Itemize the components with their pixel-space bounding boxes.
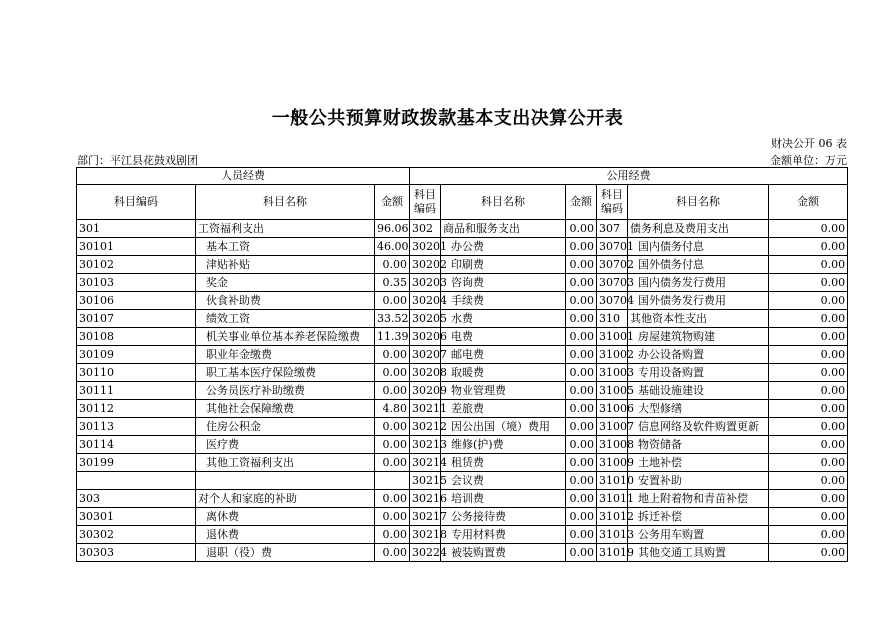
- name-cell: 咨询费: [441, 274, 566, 292]
- name-cell: 办公设备购置: [628, 346, 769, 364]
- table-row: [77, 292, 848, 310]
- name-cell: 公务员医疗补助缴费: [196, 382, 375, 400]
- name-cell: 债务利息及费用支出: [628, 220, 769, 238]
- amount-cell: 0.00: [566, 256, 597, 274]
- col-subject-code-3: 科目 编码: [597, 185, 628, 220]
- code-cell: 30224: [410, 544, 441, 562]
- amount-cell: 0.00: [566, 238, 597, 256]
- code-cell: 30207: [410, 346, 441, 364]
- name-cell: 办公费: [441, 238, 566, 256]
- amount-cell: 0.00: [375, 526, 410, 544]
- name-cell: 会议费: [441, 472, 566, 490]
- table-row: [77, 490, 848, 508]
- name-cell: 机关事业单位基本养老保险缴费: [196, 328, 375, 346]
- name-cell: 绩效工资: [196, 310, 375, 328]
- code-cell: 31012: [597, 508, 628, 526]
- code-cell: 30112: [77, 400, 196, 418]
- name-cell: 拆迁补偿: [628, 508, 769, 526]
- col-amount-3: 金额: [769, 185, 848, 220]
- code-cell: 30111: [77, 382, 196, 400]
- amount-cell: 0.00: [769, 346, 848, 364]
- name-cell: 基础设施建设: [628, 382, 769, 400]
- name-cell: 其他工资福利支出: [196, 454, 375, 472]
- name-cell: 房屋建筑物购建: [628, 328, 769, 346]
- code-cell: 31019: [597, 544, 628, 562]
- amount-cell: 96.06: [375, 220, 410, 238]
- table-row: [77, 454, 848, 472]
- code-cell: 30213: [410, 436, 441, 454]
- name-cell: 取暖费: [441, 364, 566, 382]
- amount-cell: 0.00: [566, 436, 597, 454]
- code-cell: 30203: [410, 274, 441, 292]
- table-row: [77, 544, 848, 562]
- name-cell: 大型修缮: [628, 400, 769, 418]
- name-cell: 租赁费: [441, 454, 566, 472]
- code-cell: 30217: [410, 508, 441, 526]
- code-cell: 30215: [410, 472, 441, 490]
- amount-cell: 0.00: [566, 472, 597, 490]
- name-cell: 职工基本医疗保险缴费: [196, 364, 375, 382]
- amount-cell: 0.00: [769, 508, 848, 526]
- table-row: [77, 274, 848, 292]
- table-row: [77, 436, 848, 454]
- code-cell: 30301: [77, 508, 196, 526]
- col-amount-2: 金额: [566, 185, 597, 220]
- amount-cell: 0.00: [375, 436, 410, 454]
- code-cell: 30114: [77, 436, 196, 454]
- amount-cell: 33.52: [375, 310, 410, 328]
- name-cell: 商品和服务支出: [441, 220, 566, 238]
- code-cell: 30302: [77, 526, 196, 544]
- name-cell: 专用设备购置: [628, 364, 769, 382]
- name-cell: 职业年金缴费: [196, 346, 375, 364]
- col-subject-name-2: 科目名称: [441, 185, 566, 220]
- name-cell: 物资储备: [628, 436, 769, 454]
- name-cell: 物业管理费: [441, 382, 566, 400]
- amount-cell: 0.00: [769, 454, 848, 472]
- amount-cell: 0.00: [566, 346, 597, 364]
- name-cell: 安置补助: [628, 472, 769, 490]
- col-subject-code: 科目编码: [77, 185, 196, 220]
- amount-cell: 0.00: [375, 508, 410, 526]
- name-cell: 其他资本性支出: [628, 310, 769, 328]
- amount-cell: 0.00: [566, 418, 597, 436]
- name-cell: [196, 472, 375, 490]
- table-body: [77, 220, 848, 562]
- code-cell: 30109: [77, 346, 196, 364]
- code-cell: 31010: [597, 472, 628, 490]
- code-cell: 31002: [597, 346, 628, 364]
- name-cell: 国内债务付息: [628, 238, 769, 256]
- name-cell: 差旅费: [441, 400, 566, 418]
- amount-cell: 0.00: [769, 310, 848, 328]
- code-cell: 30208: [410, 364, 441, 382]
- table-row: [77, 238, 848, 256]
- table-row: [77, 400, 848, 418]
- code-cell: 30216: [410, 490, 441, 508]
- name-cell: 信息网络及软件购置更新: [628, 418, 769, 436]
- amount-cell: 0.00: [566, 544, 597, 562]
- code-cell: 31003: [597, 364, 628, 382]
- code-cell: 30202: [410, 256, 441, 274]
- code-cell: 30205: [410, 310, 441, 328]
- name-cell: 工资福利支出: [196, 220, 375, 238]
- expenditure-table: [76, 167, 848, 562]
- name-cell: 专用材料费: [441, 526, 566, 544]
- amount-cell: 0.00: [566, 328, 597, 346]
- amount-cell: 0.00: [566, 274, 597, 292]
- amount-cell: 0.00: [375, 292, 410, 310]
- amount-cell: 0.00: [769, 220, 848, 238]
- name-cell: 退职（役）费: [196, 544, 375, 562]
- code-cell: 31001: [597, 328, 628, 346]
- name-cell: 培训费: [441, 490, 566, 508]
- code-cell: 30702: [597, 256, 628, 274]
- code-cell: 30108: [77, 328, 196, 346]
- name-cell: 国内债务发行费用: [628, 274, 769, 292]
- amount-cell: 0.00: [566, 382, 597, 400]
- amount-cell: 4.80: [375, 400, 410, 418]
- amount-cell: 0.00: [375, 382, 410, 400]
- name-cell: 因公出国（境）费用: [441, 418, 566, 436]
- public-header: 公用经费: [410, 168, 848, 185]
- amount-cell: 0.00: [566, 292, 597, 310]
- amount-cell: 0.00: [375, 364, 410, 382]
- code-cell: 30201: [410, 238, 441, 256]
- code-cell: 31011: [597, 490, 628, 508]
- code-cell: [77, 472, 196, 490]
- name-cell: 维修(护)费: [441, 436, 566, 454]
- personnel-header: 人员经费: [77, 168, 410, 185]
- amount-cell: 0.00: [769, 274, 848, 292]
- amount-cell: 0.00: [375, 490, 410, 508]
- table-row: [77, 418, 848, 436]
- amount-cell: 0.00: [566, 454, 597, 472]
- code-cell: 30199: [77, 454, 196, 472]
- name-cell: 医疗费: [196, 436, 375, 454]
- name-cell: 其他社会保障缴费: [196, 400, 375, 418]
- code-cell: 31008: [597, 436, 628, 454]
- amount-cell: 0.00: [375, 544, 410, 562]
- name-cell: 退休费: [196, 526, 375, 544]
- code-cell: 30703: [597, 274, 628, 292]
- name-cell: 住房公积金: [196, 418, 375, 436]
- name-cell: 土地补偿: [628, 454, 769, 472]
- table-row: [77, 508, 848, 526]
- amount-cell: 0.00: [375, 256, 410, 274]
- code-cell: 30204: [410, 292, 441, 310]
- name-cell: 水费: [441, 310, 566, 328]
- amount-cell: 0.00: [375, 346, 410, 364]
- name-cell: 津贴补贴: [196, 256, 375, 274]
- name-cell: 离休费: [196, 508, 375, 526]
- amount-cell: 0.00: [769, 526, 848, 544]
- amount-cell: 0.00: [566, 508, 597, 526]
- name-cell: 手续费: [441, 292, 566, 310]
- amount-cell: 0.00: [769, 328, 848, 346]
- code-cell: 30101: [77, 238, 196, 256]
- name-cell: 奖金: [196, 274, 375, 292]
- amount-cell: 11.39: [375, 328, 410, 346]
- name-cell: 国外债务发行费用: [628, 292, 769, 310]
- code-cell: 30113: [77, 418, 196, 436]
- code-cell: 307: [597, 220, 628, 238]
- amount-cell: 0.00: [769, 490, 848, 508]
- name-cell: 国外债务付息: [628, 256, 769, 274]
- col-amount: 金额: [375, 185, 410, 220]
- name-cell: 基本工资: [196, 238, 375, 256]
- amount-cell: 0.00: [566, 400, 597, 418]
- col-subject-name-3: 科目名称: [628, 185, 769, 220]
- code-cell: 30107: [77, 310, 196, 328]
- code-cell: 310: [597, 310, 628, 328]
- code-cell: 301: [77, 220, 196, 238]
- code-cell: 30102: [77, 256, 196, 274]
- amount-cell: 0.00: [769, 436, 848, 454]
- amount-cell: [375, 472, 410, 490]
- amount-cell: 0.35: [375, 274, 410, 292]
- code-cell: 31007: [597, 418, 628, 436]
- report-code: 财决公开 06 表: [771, 137, 847, 150]
- amount-cell: 0.00: [769, 256, 848, 274]
- code-cell: 30209: [410, 382, 441, 400]
- amount-cell: 46.00: [375, 238, 410, 256]
- amount-cell: 0.00: [769, 400, 848, 418]
- code-cell: 31009: [597, 454, 628, 472]
- amount-cell: 0.00: [566, 220, 597, 238]
- amount-cell: 0.00: [566, 526, 597, 544]
- amount-cell: 0.00: [769, 382, 848, 400]
- name-cell: 印刷费: [441, 256, 566, 274]
- page-title: 一般公共预算财政拨款基本支出决算公开表: [271, 108, 624, 129]
- amount-cell: 0.00: [375, 418, 410, 436]
- amount-cell: 0.00: [375, 454, 410, 472]
- table-row: [77, 472, 848, 490]
- code-cell: 31013: [597, 526, 628, 544]
- table-row: [77, 328, 848, 346]
- name-cell: 对个人和家庭的补助: [196, 490, 375, 508]
- amount-cell: 0.00: [566, 490, 597, 508]
- department-label: 部门：平江县花鼓戏剧团: [77, 154, 198, 167]
- amount-cell: 0.00: [769, 238, 848, 256]
- code-cell: 30303: [77, 544, 196, 562]
- code-cell: 302: [410, 220, 441, 238]
- code-cell: 30106: [77, 292, 196, 310]
- amount-cell: 0.00: [769, 364, 848, 382]
- col-subject-code-2: 科目 编码: [410, 185, 441, 220]
- name-cell: 公务接待费: [441, 508, 566, 526]
- table-row: [77, 364, 848, 382]
- amount-cell: 0.00: [769, 544, 848, 562]
- name-cell: 公务用车购置: [628, 526, 769, 544]
- name-cell: 伙食补助费: [196, 292, 375, 310]
- code-cell: 30211: [410, 400, 441, 418]
- code-cell: 30206: [410, 328, 441, 346]
- col-subject-name: 科目名称: [196, 185, 375, 220]
- table-row: [77, 310, 848, 328]
- name-cell: 地上附着物和青苗补偿: [628, 490, 769, 508]
- table-row: [77, 346, 848, 364]
- table-row: [77, 220, 848, 238]
- name-cell: 电费: [441, 328, 566, 346]
- code-cell: 30214: [410, 454, 441, 472]
- table-row: [77, 382, 848, 400]
- table-row: [77, 256, 848, 274]
- unit-label: 金额单位：万元: [770, 154, 847, 167]
- name-cell: 其他交通工具购置: [628, 544, 769, 562]
- code-cell: 30110: [77, 364, 196, 382]
- code-cell: 30212: [410, 418, 441, 436]
- code-cell: 30103: [77, 274, 196, 292]
- code-cell: 30218: [410, 526, 441, 544]
- table-row: [77, 526, 848, 544]
- amount-cell: 0.00: [566, 364, 597, 382]
- name-cell: 邮电费: [441, 346, 566, 364]
- amount-cell: 0.00: [769, 418, 848, 436]
- code-cell: 31005: [597, 382, 628, 400]
- name-cell: 被装购置费: [441, 544, 566, 562]
- code-cell: 303: [77, 490, 196, 508]
- amount-cell: 0.00: [769, 472, 848, 490]
- amount-cell: 0.00: [566, 310, 597, 328]
- code-cell: 31006: [597, 400, 628, 418]
- code-cell: 30701: [597, 238, 628, 256]
- amount-cell: 0.00: [769, 292, 848, 310]
- code-cell: 30704: [597, 292, 628, 310]
